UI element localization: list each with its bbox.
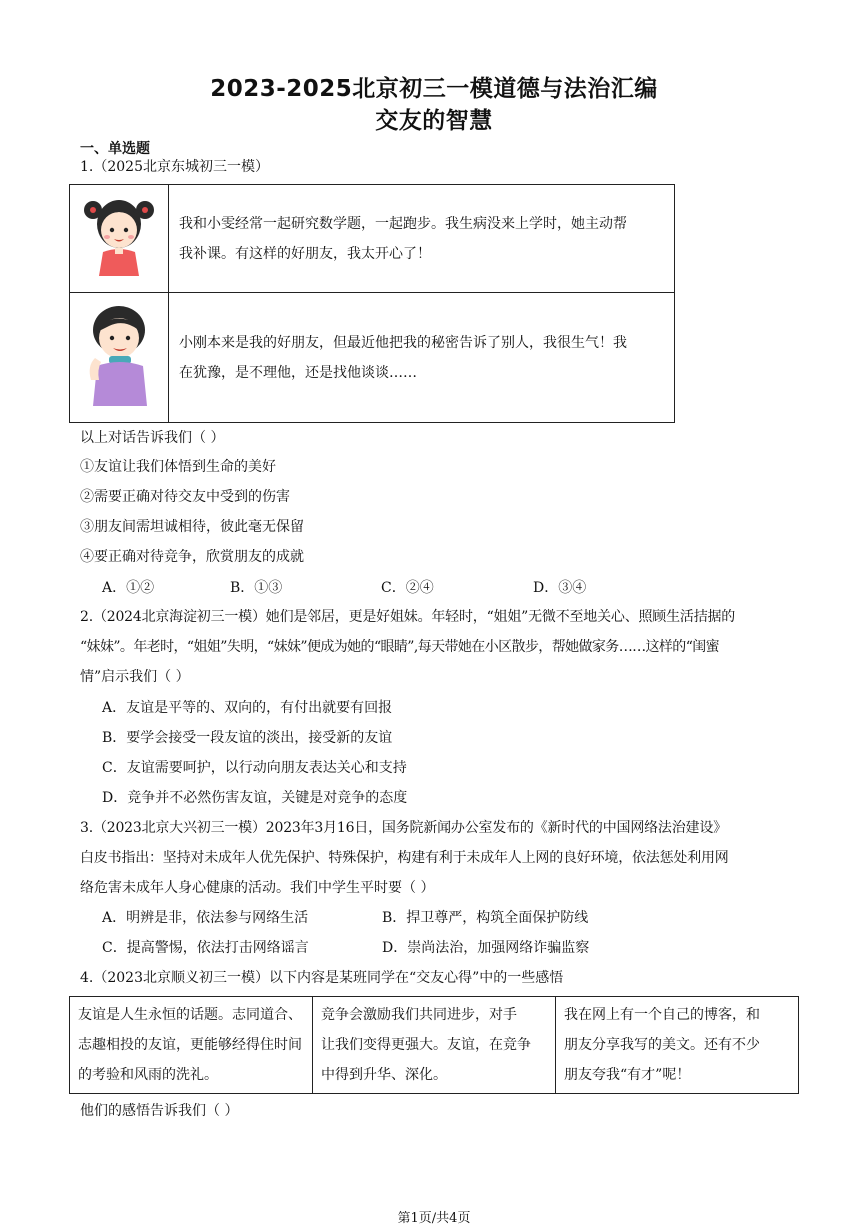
q3-option-b[interactable]: B．捍卫尊严，构筑全面保护防线	[382, 910, 589, 926]
q2-option-c[interactable]: C．友谊需要呵护，以行动向朋友表达关心和支持	[102, 760, 407, 776]
q2-line-1: 2.（2024北京海淀初三一模）她们是邻居，更是好姐妹。年轻时，“姐姐”无微不至地关心、照顾生活拮据的	[80, 609, 736, 625]
q1-item-1: ①友谊让我们体悟到生命的美好	[80, 459, 276, 475]
q4-reflection-table	[69, 996, 799, 1094]
q4-cell-1: 友谊是人生永恒的话题。志同道合、 志趣相投的友谊，更能够经得住时间 的考验和风雨的洗礼。	[70, 997, 313, 1094]
q2-option-a[interactable]: A．友谊是平等的、双向的，有付出就要有回报	[102, 700, 393, 716]
q3-line-1: 3.（2023北京大兴初三一模）2023年3月16日，国务院新闻办公室发布的《新时代的中国网络法治建设》	[80, 820, 727, 836]
q3-line-2: 白皮书指出：坚持对未成年人优先保护、特殊保护，构建有利于未成年人上网的良好环境，依法惩处利用网	[80, 850, 729, 866]
q1-option-d[interactable]: D．③④	[533, 580, 587, 596]
q3-option-a[interactable]: A．明辨是非，依法参与网络生活	[102, 910, 309, 926]
page-footer: 第1页/共4页	[397, 1211, 471, 1226]
q1-item-3: ③朋友间需坦诚相待，彼此毫无保留	[80, 519, 304, 535]
document-title: 2023-2025北京初三一模道德与法治汇编	[210, 76, 658, 102]
q2-line-3: 情”启示我们（ ）	[80, 669, 190, 685]
q1-boy-text: 小刚本来是我的好朋友，但最近他把我的秘密告诉了别人，我很生气！我 在犹豫，是不理他，还是找他谈谈……	[169, 293, 675, 423]
q3-option-c[interactable]: C．提高警惕，依法打击网络谣言	[102, 940, 309, 956]
q2-option-b[interactable]: B．要学会接受一段友谊的淡出，接受新的友谊	[102, 730, 393, 746]
q1-girl-text: 我和小雯经常一起研究数学题，一起跑步。我生病没来上学时，她主动帮 我补课。有这样的好朋友，我太开心了！	[169, 185, 675, 293]
boy-cartoon-icon	[79, 296, 159, 408]
girl-cartoon-icon	[79, 188, 159, 278]
q1-item-4: ④要正确对待竞争，欣赏朋友的成就	[80, 549, 304, 565]
q1-header: 1.（2025北京东城初三一模）	[80, 159, 269, 175]
q1-option-b[interactable]: B．①③	[230, 580, 283, 596]
q1-stem: 以上对话告诉我们（ ）	[80, 430, 225, 446]
q1-option-a[interactable]: A．①②	[102, 580, 155, 596]
q3-line-3: 络危害未成年人身心健康的活动。我们中学生平时要（ ）	[80, 880, 435, 896]
q1-option-c[interactable]: C．②④	[381, 580, 434, 596]
q1-dialogue-table	[69, 184, 675, 423]
q3-option-d[interactable]: D．崇尚法治，加强网络诈骗监察	[382, 940, 590, 956]
q2-line-2: “妹妹”。年老时，“姐姐”失明，“妹妹”便成为她的“眼睛”,每天带她在小区散步，帮她做家务……这样的“闺蜜	[80, 639, 720, 655]
document-subtitle: 交友的智慧	[375, 108, 493, 134]
q1-item-2: ②需要正确对待交友中受到的伤害	[80, 489, 290, 505]
q4-cell-2: 竞争会激励我们共同进步，对手 让我们变得更强大。友谊，在竞争 中得到升华、深化。	[313, 997, 556, 1094]
q4-header: 4.（2023北京顺义初三一模）以下内容是某班同学在“交友心得”中的一些感悟	[80, 970, 564, 986]
q4-cell-3: 我在网上有一个自己的博客，和 朋友分享我写的美文。还有不少 朋友夸我“有才”呢！	[556, 997, 799, 1094]
q2-option-d[interactable]: D．竞争并不必然伤害友谊，关键是对竞争的态度	[102, 790, 408, 806]
girl-illustration	[70, 185, 169, 293]
section-heading: 一、单选题	[80, 141, 150, 157]
q4-stem: 他们的感悟告诉我们（ ）	[80, 1103, 239, 1119]
boy-illustration	[70, 293, 169, 423]
